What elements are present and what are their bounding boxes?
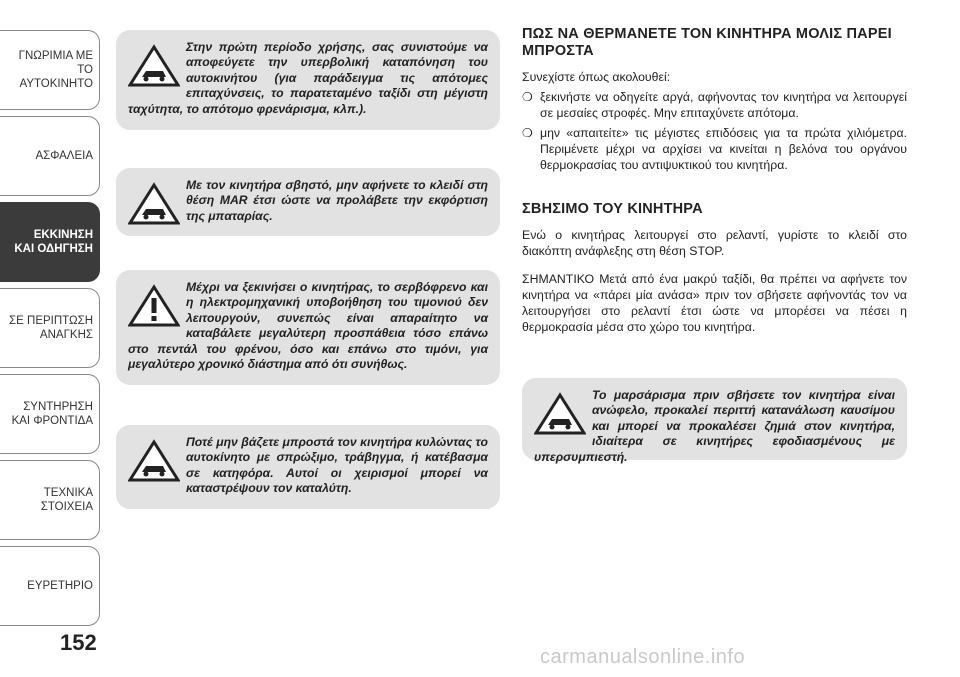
important-paragraph: ΣΗΜΑΝΤΙΚΟ Μετά από ένα μακρύ ταξίδι, θα πρέπει να αφήνετε τον κινητήρα να «πάρει μία ανάσα» πριν τον σβήσετε αφήνοντάς τον να λειτουργήσει στο ρελαντί έτσι ώστε να μπορέσει να πέσει η θερμοκρασία μέσα στο χώρο του κινητήρα.: [522, 272, 907, 334]
list-item-text: ξεκινήστε να οδηγείτε αργά, αφήνοντας τον κινητήρα να λειτουργεί σε μεσαίες στροφές. Μην επιταχύνετε απότομα.: [540, 90, 907, 120]
note-text: Με τον κινητήρα σβηστό, μην αφήνετε το κλειδί στη θέση MAR έτσι ώστε να προλάβετε την εκφόρτιση της μπαταρίας.: [186, 178, 488, 223]
tab-label: ΕΥΡΕΤΗΡΙΟ: [27, 580, 93, 592]
chapter-sidebar: [0, 0, 103, 677]
section-title-stopping: ΣΒΗΣΙΜΟ ΤΟΥ ΚΙΝΗΤΗΡΑ: [522, 201, 703, 217]
tab-index[interactable]: [0, 546, 100, 626]
tab-safety[interactable]: [0, 116, 100, 196]
tab-technical-data[interactable]: [0, 460, 100, 540]
warning-note-battery: [116, 168, 500, 236]
bullet-icon: ❍: [522, 126, 533, 140]
section-title-warm-up: ΠΩΣ ΝΑ ΘΕΡΜΑΝΕΤΕ ΤΟΝ ΚΙΝΗΤΗΡΑ ΜΟΛΙΣ ΠΑΡΕΙ ΜΠΡΟΣΤΑ: [522, 26, 892, 59]
note-text: Στην πρώτη περίοδο χρήσης, σας συνιστούμε να αποφεύγετε την υπερβολική καταπόνηση του αυτοκινήτου (για παράδειγμα τις απότομες επιταχύνσεις, το παρατεταμένο ταξίδι στη μέγιστη ταχύτητα, το απότομο φρενάρισμα, κλπ.).: [128, 40, 488, 116]
note-text: Ποτέ μην βάζετε μπροστά τον κινητήρα κυλώντας το αυτοκίνητο με σπρώξιμο, τράβηγμα, ή κατέβασμα σε κατηφόρα. Αυτοί οι χειρισμοί μπορεί να καταστρέψουν τον καταλύτη.: [186, 435, 488, 496]
tab-starting-driving[interactable]: [0, 202, 100, 282]
tab-label: ΓΝΩΡΙΜΙΑ ΜΕ ΤΟ ΑΥΤΟΚΙΝΗΤΟ: [18, 50, 93, 90]
exclamation-warning-icon: [128, 284, 180, 328]
warning-note-revving: [522, 378, 907, 464]
tab-getting-to-know[interactable]: [0, 30, 100, 110]
list-item-text: μην «απαιτείτε» τις μέγιστες επιδόσεις για τα πρώτα χιλιόμετρα. Περιμένετε μέχρι να αρχίσει να κινείται η βελόνα του οργάνου θερμοκρασίας του αντιψυκτικού του κινητήρα.: [540, 126, 907, 172]
bullet-icon: ❍: [522, 90, 533, 104]
car-warning-icon: [128, 44, 180, 88]
tab-label: ΑΣΦΑΛΕΙΑ: [35, 150, 93, 162]
warning-note-running-in: [116, 30, 500, 130]
warning-note-push-start: [116, 425, 500, 509]
list-item: [522, 125, 907, 173]
stopping-paragraph: Ενώ ο κινητήρας λειτουργεί στο ρελαντί, γυρίστε το κλειδί στο διακόπτη ανάφλεξης στη θέση STOP.: [522, 228, 907, 258]
list-item: [522, 89, 907, 121]
page-number: 152: [60, 630, 97, 655]
tab-label: ΤΕΧΝΙΚΑ ΣΤΟΙΧΕΙΑ: [40, 487, 93, 513]
car-warning-icon: [534, 392, 586, 436]
car-warning-icon: [128, 182, 180, 226]
tab-label: ΕΚΚΙΝΗΣΗ ΚΑΙ ΟΔΗΓΗΣΗ: [14, 229, 93, 255]
warm-up-list: [522, 89, 907, 173]
note-text: Μέχρι να ξεκινήσει ο κινητήρας, το σερβόφρενο και η ηλεκτρομηχανική υποβοήθηση του τιμονιού δεν λειτουργούν, συνεπώς είναι απαραίτητο να καταβάλετε μεγαλύτερη προσπάθεια τόσο επάνω στο πεντάλ του φρένου, όσο και επάνω στο τιμόνι, για μεγαλύτερο χρονικό διάστημα από ότι συνήθως.: [128, 280, 488, 372]
tab-label: ΣΕ ΠΕΡΙΠΤΩΣΗ ΑΝΑΓΚΗΣ: [9, 315, 93, 341]
tab-label: ΣΥΝΤΗΡΗΣΗ ΚΑΙ ΦΡΟΝΤΙΔΑ: [11, 401, 93, 427]
tab-emergency[interactable]: [0, 288, 100, 368]
car-warning-icon: [128, 439, 180, 483]
warning-note-servo-brake: [116, 270, 500, 385]
note-text: Το μαρσάρισμα πριν σβήσετε τον κινητήρα είναι ανώφελο, προκαλεί περιττή κατανάλωση καυσίμου και μπορεί να προκαλέσει ζημιά στον κινητήρα, ιδιαίτερα σε κινητήρες εφοδιασμένους με υπερσυμπιεστή.: [534, 388, 895, 464]
watermark-footer: carmanualsonline.info: [540, 646, 746, 668]
right-column: [522, 26, 907, 335]
tab-maintenance[interactable]: [0, 374, 100, 454]
section-intro: Συνεχίστε όπως ακολουθεί:: [522, 70, 671, 84]
